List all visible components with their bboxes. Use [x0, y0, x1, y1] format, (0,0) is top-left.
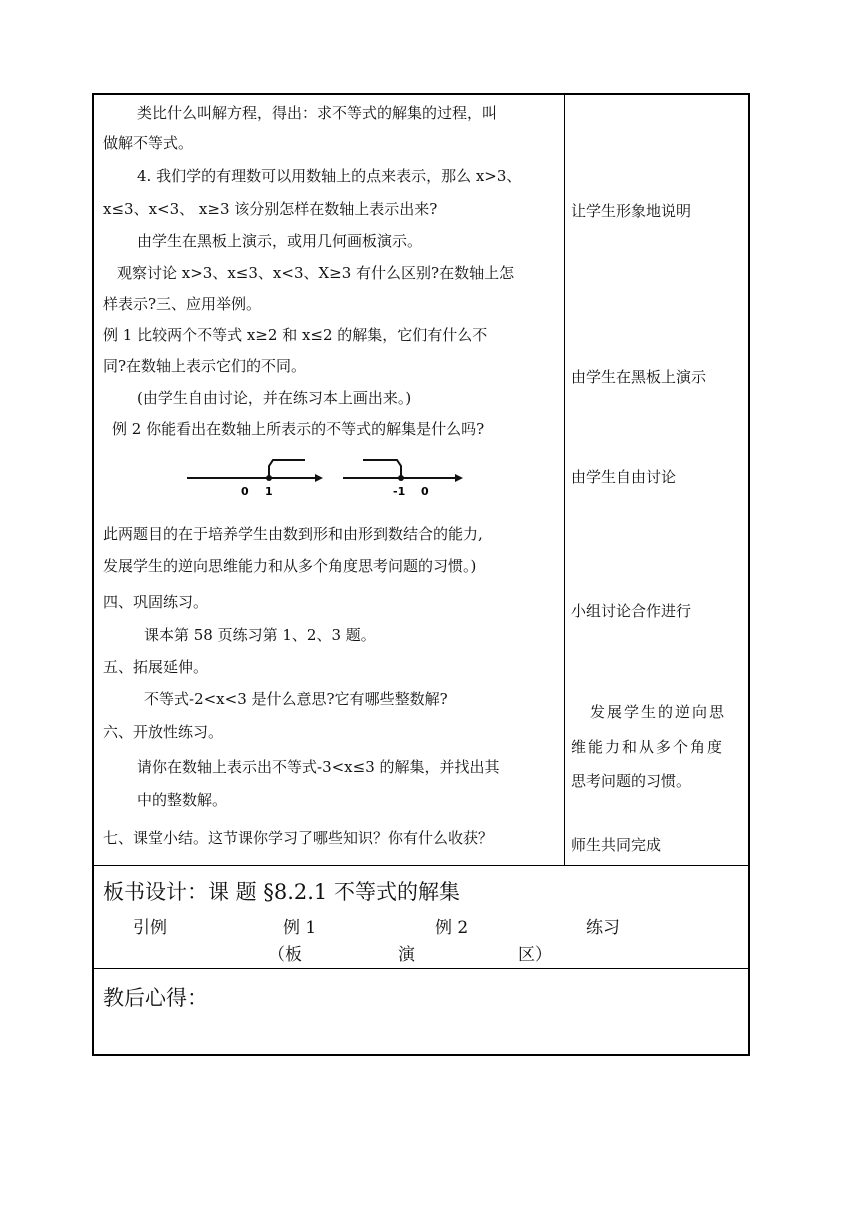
- board-area-label: 区）: [518, 945, 552, 965]
- side-note: 发展学生的逆向思: [590, 703, 727, 721]
- example-2: 例 2 你能看出在数轴上所表示的不等式的解集是什么吗?: [112, 420, 485, 438]
- text-line: 观察讨论 x>3、x≤3、x<3、X≥3 有什么区别?在数轴上怎: [117, 264, 515, 282]
- side-note: 维能力和从多个角度: [571, 738, 725, 756]
- text-line: x≤3、x<3、 x≥3 该分别怎样在数轴上表示出来?: [103, 200, 438, 218]
- side-note: 师生共同完成: [571, 836, 662, 854]
- board-item: 练习: [586, 918, 620, 938]
- column-divider: [564, 95, 565, 865]
- tick-label: 1: [265, 485, 273, 498]
- board-item: 例 2: [435, 918, 469, 938]
- number-line-left: [187, 460, 323, 498]
- section-heading: 四、巩固练习。: [103, 593, 209, 611]
- section-heading: 五、拓展延伸。: [103, 658, 209, 676]
- text-line: 同?在数轴上表示它们的不同。: [103, 357, 307, 375]
- side-note: 小组讨论合作进行: [571, 602, 692, 620]
- text-line: 4. 我们学的有理数可以用数轴上的点来表示，那么 x>3、: [137, 167, 522, 185]
- side-note: 由学生自由讨论: [571, 468, 677, 486]
- text-line: 此两题目的在于培养学生由数到形和由形到数结合的能力,: [103, 525, 483, 543]
- text-line: 不等式-2<x<3 是什么意思?它有哪些整数解?: [144, 690, 448, 708]
- board-area-label: （板: [268, 945, 302, 965]
- board-area-label: 演: [398, 945, 415, 965]
- tick-label: 0: [421, 485, 429, 498]
- section-heading: 六、开放性练习。: [103, 723, 224, 741]
- board-item: 例 1: [283, 918, 317, 938]
- text-line: 发展学生的逆向思维能力和从多个角度思考问题的习惯。): [103, 557, 477, 575]
- text-line: 类比什么叫解方程，得出：求不等式的解集的过程，叫: [137, 104, 498, 122]
- example-1: 例 1 比较两个不等式 x≥2 和 x≤2 的解集，它们有什么不: [103, 326, 488, 344]
- side-note: 由学生在黑板上演示: [571, 368, 707, 386]
- side-note: 思考问题的习惯。: [571, 772, 692, 790]
- number-line-right: [343, 460, 463, 498]
- text-line: 请你在数轴上表示出不等式-3<x≤3 的解集，并找出其: [137, 758, 500, 776]
- board-design-title: 板书设计：课 题 §8.2.1 不等式的解集: [103, 880, 460, 904]
- text-line: 做解不等式。: [103, 134, 194, 152]
- text-line: 中的整数解。: [137, 791, 228, 809]
- row-divider-board: [94, 865, 748, 866]
- text-line: 由学生在黑板上演示，或用几何画板演示。: [137, 232, 423, 250]
- section-heading: 七、课堂小结。这节课你学习了哪些知识？你有什么收获？: [103, 829, 494, 847]
- tick-label: -1: [393, 485, 406, 498]
- number-line-figure: [175, 448, 475, 508]
- text-line: 样表示?三、应用举例。: [103, 295, 262, 313]
- board-item: 引例: [133, 918, 167, 938]
- reflection-title: 教后心得：: [103, 986, 208, 1010]
- row-divider-reflection: [94, 968, 748, 969]
- text-line: (由学生自由讨论，并在练习本上画出来。): [137, 389, 412, 407]
- tick-label: 0: [241, 485, 249, 498]
- side-note: 让学生形象地说明: [571, 202, 692, 220]
- text-line: 课本第 58 页练习第 1、2、3 题。: [144, 626, 376, 644]
